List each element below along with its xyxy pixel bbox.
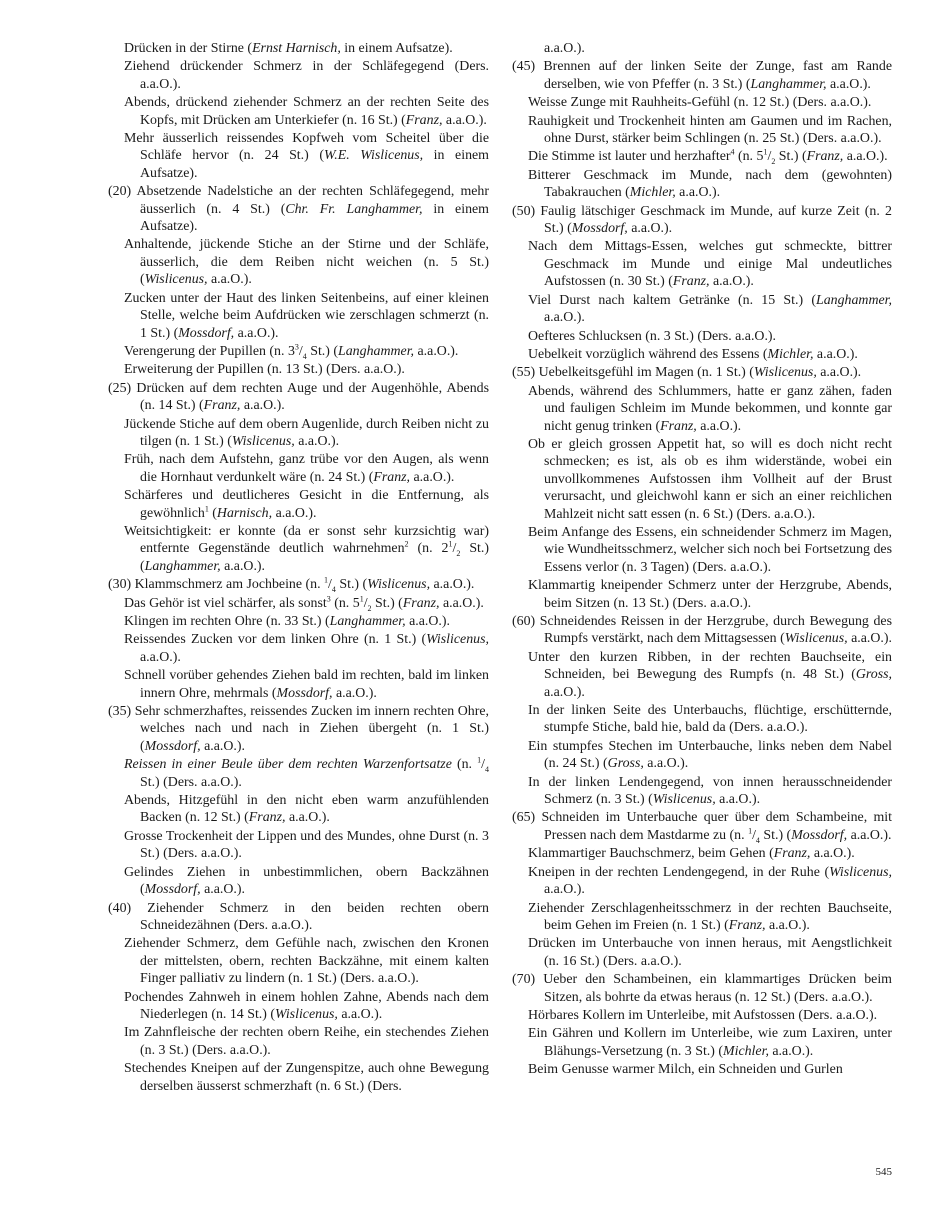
author-name: Franz,	[660, 418, 697, 434]
entry-text: (n. 2	[408, 541, 449, 557]
symptom-entry	[108, 523, 489, 575]
page-number: 545	[875, 1166, 892, 1178]
author-name: W.E. Wislicenus,	[323, 148, 424, 164]
symptom-entry	[108, 487, 489, 522]
symptom-entry	[108, 1060, 489, 1095]
symptom-entry	[512, 436, 892, 523]
author-name: Franz,	[402, 595, 440, 611]
entry-text: a.a.O.).	[285, 810, 330, 826]
symptom-entry	[512, 58, 892, 93]
entry-text: Beim Genusse warmer Milch, ein Schneiden und Gurlen	[528, 1062, 843, 1078]
symptom-entry	[108, 576, 489, 593]
author-name: Langhammer,	[815, 292, 892, 308]
entry-number: (40)	[108, 900, 132, 916]
entry-text: a.a.O.).	[337, 1006, 383, 1022]
author-name: Michler,	[723, 1043, 769, 1059]
author-name: Langhammer,	[338, 343, 415, 359]
entry-text: Anhaltende, jückende Stiche an der Stirne und der Schläfe, äusserlich, die dem Reiben nicht weichen (n. 5 St.) (	[124, 237, 489, 288]
entry-text: Uebelkeitsgefühl im Magen (n. 1 St.) (	[538, 365, 754, 381]
symptom-entry	[512, 383, 892, 435]
entry-number: (35)	[108, 704, 132, 720]
entry-text: Klammartig kneipender Schmerz unter der Herzgrube, Abends, beim Sitzen (n. 13 St.) (Ders. a.a.O.).	[528, 578, 892, 611]
entry-text: In der linken Lendengegend, von innen herausschneidender Schmerz (n. 3 St.) (	[528, 774, 892, 808]
entry-text: a.a.O.).	[200, 738, 245, 754]
author-name: Ernst Harnisch,	[252, 41, 341, 56]
entry-text: Drücken im Unterbauche von innen heraus, mit Aengstlichkeit (n. 16 St.) (Ders. a.a.O.).	[528, 936, 892, 969]
entry-text: Abends, drückend ziehender Schmerz an der rechten Seite des Kopfs, mit Drücken am Unterkiefer (n. 16 St.) (	[124, 95, 489, 128]
entry-text: Im Zahnfleische der rechten obern Reihe, ein stechendes Ziehen (n. 3 St.) (Ders. a.a.O.).	[124, 1025, 489, 1058]
entry-text: /	[767, 149, 772, 165]
entry-text: Die Stimme ist lauter und herzhafter	[528, 149, 731, 165]
fraction-or-footnote: 4	[331, 584, 336, 594]
author-name: Franz,	[248, 810, 286, 826]
entry-text: Weitsichtigkeit: er konnte (da er sonst sehr kurzsichtig war) entfernte Gegenstände deutlich wahrnehmen	[124, 523, 489, 557]
fraction-or-footnote: 1	[748, 826, 753, 836]
symptom-entry	[108, 756, 489, 791]
entry-text: Schnell vorüber gehendes Ziehen bald im rechten, bald im linken innern Ohre, mehrmals (	[124, 668, 489, 701]
entry-text: Brennen auf der linken Seite der Zunge, fast am Rande derselben, wie von Pfeffer (n. 3 St.) (	[543, 59, 892, 92]
entry-text: /	[752, 827, 756, 843]
symptom-entry	[108, 451, 489, 486]
entry-text: Erweiterung der Pupillen (n. 13 St.) (Ders. a.a.O.).	[124, 362, 405, 378]
symptom-entry	[512, 364, 892, 381]
entry-text: St.) (	[306, 343, 339, 359]
entry-text: Ziehender Schmerz in den beiden rechten obern Schneidezähnen (Ders. a.a.O.).	[140, 900, 489, 933]
entry-number: (60)	[512, 614, 536, 629]
author-name: Mossdorf,	[276, 685, 333, 701]
symptom-entry	[512, 40, 892, 57]
author-name: Franz,	[728, 917, 766, 933]
symptom-entry	[108, 40, 489, 57]
author-name: Mossdorf,	[571, 221, 628, 237]
entry-text: in einem Aufsatze).	[340, 41, 453, 56]
author-name: Gross,	[855, 667, 892, 683]
entry-text: /	[363, 595, 368, 611]
symptom-entry	[512, 524, 892, 576]
entry-text: Beim Anfange des Essens, ein schneidender Schmerz im Magen, wie Wundheitsschmerz, welcher sich noch bei Fortsetzung des Essens verlor (n. 3 Tagen) (Ders. a.a.O.).	[528, 524, 892, 575]
entry-text: Pochendes Zahnweh in einem hohlen Zahne, Abends nach dem Niederlegen (n. 14 St.) (	[124, 989, 489, 1022]
entry-text: /	[452, 541, 457, 557]
symptom-entry	[108, 183, 489, 235]
symptom-entry	[108, 1024, 489, 1059]
symptom-entry	[512, 809, 892, 844]
entry-text: Abends, Hitzgefühl in den nicht eben warm anzufühlenden Backen (n. 12 St.) (	[124, 793, 489, 826]
entry-text: /	[328, 577, 332, 593]
entry-text: Ueber den Schambeinen, ein klammartiges Drücken beim Sitzen, als bohrte da etwas heraus (n. 12 St.) (Ders. a.a.O.).	[543, 972, 892, 1005]
fraction-or-footnote: 3	[326, 593, 331, 603]
fraction-or-footnote: 1	[477, 755, 482, 765]
entry-text: Verengerung der Pupillen (n. 3	[124, 343, 295, 359]
author-name: Wislicenus,	[652, 792, 716, 808]
symptom-entry	[512, 774, 892, 809]
entry-text: St.) (	[759, 827, 792, 843]
entry-text: (	[208, 505, 217, 521]
entry-text: a.a.O.).	[627, 221, 673, 237]
symptom-entry	[512, 292, 892, 327]
symptom-entry	[512, 935, 892, 970]
entry-text: a.a.O.).	[843, 149, 888, 165]
entry-text: St.) (	[335, 577, 368, 593]
entry-text: a.a.O.).	[768, 1043, 814, 1059]
entry-text: /	[481, 757, 485, 773]
entry-text: Ziehender Schmerz, dem Gefühle nach, zwischen den Kronen der mittelsten, obern, rechten Backzähne, mit einem kalten Finger palliativ zu lindern (n. 1 St.) (Ders. a.a.O.).	[124, 936, 489, 987]
symptom-entry	[108, 703, 489, 755]
fraction-or-footnote: 1	[763, 147, 768, 157]
entry-text: Stechendes Kneipen auf der Zungenspitze, auch ohne Bewegung derselben äusserst schmerzhaft (n. 6 St.) (Ders.	[124, 1061, 489, 1094]
entry-text: /	[298, 343, 303, 359]
fraction-or-footnote: 1	[359, 593, 364, 603]
entry-text: Ein Gähren und Kollern im Unterleibe, wie zum Laxiren, unter Blähungs-Versetzung (n. 3 St.) (	[528, 1026, 892, 1059]
left-column	[108, 40, 489, 1096]
entry-text: a.a.O.).	[810, 846, 855, 862]
entry-text: (n. 5	[330, 595, 360, 611]
entry-text: Klammartiger Bauchschmerz, beim Gehen (	[528, 846, 774, 862]
symptom-entry	[108, 130, 489, 182]
entry-text: Hörbares Kollern im Unterleibe, mit Aufstossen (Ders. a.a.O.).	[528, 1007, 878, 1023]
fraction-or-footnote: 2	[404, 539, 409, 549]
entry-text: In der linken Seite des Unterbauchs, flüchtige, erschütternde, stumpfe Stiche, bald hie, bald da (Ders. a.a.O.).	[528, 703, 892, 736]
symptom-entry	[108, 236, 489, 288]
entry-text: a.a.O.).	[332, 685, 377, 701]
symptom-entry	[512, 1061, 892, 1078]
symptom-entry	[108, 900, 489, 935]
author-name: Wislicenus,	[829, 864, 892, 880]
symptom-entry	[108, 343, 489, 360]
entry-text: Kneipen in der rechten Lendengegend, in der Ruhe (	[528, 864, 830, 880]
symptom-entry	[512, 203, 892, 238]
entry-text: a.a.O.).	[442, 112, 487, 128]
entry-text: a.a.O.).	[439, 595, 484, 611]
author-name: Mossdorf,	[791, 827, 848, 843]
entry-number: (20)	[108, 184, 132, 200]
entry-text: a.a.O.).	[430, 577, 475, 593]
symptom-entry	[108, 58, 489, 93]
entry-text: Abends, während des Schlummers, hatte er ganz zähen, faden und fauligen Schleim im Munde bekommen, und konnte gar nicht genug trinken (	[528, 383, 892, 434]
symptom-entry	[512, 900, 892, 935]
entry-text: a.a.O.).	[220, 558, 266, 574]
symptom-entry	[108, 935, 489, 987]
symptom-entry	[512, 328, 892, 345]
symptom-entry	[512, 738, 892, 773]
entry-text: a.a.O.).	[544, 882, 585, 898]
author-name: Wislicenus,	[275, 1006, 338, 1022]
entry-text: St.) (Ders. a.a.O.).	[140, 774, 242, 790]
entry-text: St.) (	[140, 541, 490, 574]
fraction-or-footnote: 1	[204, 503, 209, 513]
symptom-entry	[512, 238, 892, 290]
entry-text: Früh, nach dem Aufstehn, ganz trübe vor den Augen, als wenn die Hornhaut verdunkelt wäre (n. 24 St.) (	[124, 452, 489, 485]
entry-number: (55)	[512, 365, 536, 381]
author-name: Franz,	[773, 846, 811, 862]
entry-text: Schärferes und deutlicheres Gesicht in die Entfernung, als gewöhnlich	[124, 488, 489, 521]
entry-text: Zucken unter der Haut des linken Seitenbeins, auf einer kleinen Stelle, welche beim Aufdrücken wie zerschlagen schmerzt (n. 1 St.) (	[124, 290, 489, 341]
symptom-entry	[108, 631, 489, 666]
symptom-entry	[512, 613, 892, 648]
entry-text: Mehr äusserlich reissendes Kopfweh vom Scheitel über die Schläfe hervor (n. 24 St.) (	[124, 131, 489, 164]
entry-text: a.a.O.).	[847, 631, 892, 647]
fraction-or-footnote: 4	[755, 835, 760, 845]
entry-text: a.a.O.).	[544, 684, 585, 700]
entry-text: a.a.O.).	[414, 343, 459, 359]
entry-text: Drücken in der Stirne (	[124, 41, 253, 56]
symptom-entry	[512, 113, 892, 148]
author-name: Franz,	[806, 149, 844, 165]
symptom-entry	[512, 94, 892, 111]
entry-text: a.a.O.).	[544, 41, 585, 56]
entry-number: (30)	[108, 577, 132, 593]
entry-text: a.a.O.).	[294, 433, 340, 449]
fraction-or-footnote: 1	[448, 539, 453, 549]
entry-text: Klingen im rechten Ohre (n. 33 St.) (	[124, 614, 330, 629]
entry-text: Rauhigkeit und Trockenheit hinten am Gaumen und im Rachen, ohne Durst, stärker beim Schlingen (n. 25 St.) (Ders. a.a.O.).	[528, 113, 892, 147]
symptom-entry	[512, 346, 892, 363]
entry-text: Ziehend drückender Schmerz in der Schläfegegend (Ders. a.a.O.).	[124, 59, 489, 92]
entry-text: (n.	[451, 757, 478, 773]
symptom-entry	[512, 167, 892, 202]
entry-number: (45)	[512, 59, 536, 75]
entry-text: Sehr schmerzhaftes, reissendes Zucken im innern rechten Ohre, welches nach und nach in Ziehen übergeht (n. 1 St.) (	[134, 704, 489, 754]
symptom-entry	[108, 613, 489, 630]
author-name: Wislicenus,	[784, 631, 848, 647]
author-name: Wislicenus,	[231, 433, 295, 449]
author-name: Michler,	[767, 346, 814, 362]
author-name: Langhammer,	[750, 76, 827, 92]
author-name: Chr. Fr. Langhammer,	[285, 201, 423, 217]
entry-text: in einem Aufsatze).	[140, 201, 489, 235]
entry-text: Schneidendes Reissen in der Herzgrube, durch Bewegung des Rumpfs verstärkt, nach dem Mittagsessen (	[539, 614, 892, 647]
author-name: Harnisch,	[216, 505, 273, 521]
author-name: Wislicenus,	[753, 365, 817, 381]
symptom-entry	[108, 792, 489, 827]
author-name: Mossdorf,	[178, 325, 235, 341]
author-name: Langhammer,	[144, 558, 221, 574]
entry-text: a.a.O.).	[207, 272, 252, 288]
entry-text: Nach dem Mittags-Essen, welches gut schmeckte, bittrer Geschmack im Munde und einige Mal undeutliches Aufstossen (n. 30 St.) (	[528, 239, 892, 290]
entry-text: a.a.O.).	[696, 418, 742, 434]
entry-number: (25)	[108, 380, 132, 396]
entry-text: Drücken auf dem rechten Auge und der Augenhöhle, Abends (n. 14 St.) (	[136, 380, 489, 414]
symptom-entry	[512, 702, 892, 737]
entry-text: Weisse Zunge mit Rauhheits-Gefühl (n. 12 St.) (Ders. a.a.O.).	[528, 95, 872, 111]
author-name: Franz,	[203, 398, 241, 414]
right-column	[512, 40, 892, 1080]
entry-text: Gelindes Ziehen in unbestimmlichen, obern Backzähnen (	[124, 864, 489, 898]
author-name: Franz,	[405, 112, 443, 128]
entry-text: Jückende Stiche auf dem obern Augenlide, durch Reiben nicht zu tilgen (n. 1 St.) (	[124, 416, 489, 449]
entry-text: a.a.O.).	[200, 882, 245, 898]
entry-text: Ob er gleich grossen Appetit hat, so will es doch nicht recht schmecken; es ist, als ob es ihm widerstände, wobei ein unvollkommenes Aufstossen ihm Vollheit auf der Brust verursacht, und gleichwohl kann er sich an einer reichlichen Mahlzeit nicht satt essen (n. 6 St.) (Ders. a.a.O.).	[528, 436, 892, 522]
entry-text: Absetzende Nadelstiche an der rechten Schläfegegend, mehr äusserlich (n. 4 St.) (	[136, 184, 489, 217]
author-name: Wislicenus,	[426, 632, 489, 648]
symptom-entry	[108, 416, 489, 451]
entry-text: a.a.O.).	[847, 827, 892, 843]
symptom-entry	[512, 845, 892, 862]
entry-text: Ein stumpfes Stechen im Unterbauche, links neben dem Nabel (n. 24 St.) (	[528, 738, 892, 772]
symptom-entry	[108, 828, 489, 863]
entry-text: St.) (	[371, 595, 403, 611]
fraction-or-footnote: 4	[730, 147, 735, 157]
fraction-or-footnote: 4	[302, 351, 307, 361]
entry-text: a.a.O.).	[816, 365, 862, 381]
entry-text: Reissendes Zucken vor dem linken Ohre (n. 1 St.) (	[124, 632, 427, 648]
entry-text: Ziehender Zerschlagenheitsschmerz in der rechten Bauchseite, beim Gehen im Freien (n. 1 St.) (	[528, 900, 892, 933]
symptom-entry	[108, 667, 489, 702]
entry-text: a.a.O.).	[643, 756, 689, 772]
entry-text: a.a.O.).	[813, 346, 858, 362]
entry-text: Schneiden im Unterbauche quer über dem Schambeine, mit Pressen nach dem Mastdarme zu (n.	[541, 810, 892, 843]
symptom-entry	[512, 1025, 892, 1060]
entry-text: a.a.O.).	[405, 614, 450, 629]
entry-number: (50)	[512, 203, 536, 219]
fraction-or-footnote: 3	[294, 342, 299, 352]
symptom-entry	[108, 380, 489, 415]
author-name: Michler,	[629, 185, 676, 201]
symptom-entry	[108, 290, 489, 342]
entry-text: a.a.O.).	[675, 185, 721, 201]
fraction-or-footnote: 4	[484, 765, 489, 775]
symptom-entry	[108, 864, 489, 899]
entry-text: a.a.O.).	[544, 310, 585, 326]
entry-text: a.a.O.).	[715, 792, 761, 808]
symptom-entry	[512, 649, 892, 701]
entry-text: a.a.O.).	[826, 76, 871, 92]
symptom-entry	[512, 577, 892, 612]
entry-text: Klammschmerz am Jochbeine (n.	[134, 577, 325, 593]
entry-text: a.a.O.).	[410, 469, 455, 485]
author-name: Franz,	[672, 274, 710, 290]
entry-number: (65)	[512, 810, 536, 826]
entry-text: a.a.O.).	[240, 398, 285, 414]
symptom-entry	[512, 148, 892, 165]
author-name: Franz,	[373, 469, 411, 485]
symptom-entry	[108, 361, 489, 378]
author-name: Wislicenus,	[367, 577, 431, 593]
symptom-entry	[512, 971, 892, 1006]
fraction-or-footnote: 2	[367, 603, 372, 613]
symptom-entry	[108, 94, 489, 129]
symptom-entry	[108, 989, 489, 1024]
entry-text: Unter den kurzen Ribben, in der rechten Bauchseite, ein Schneiden, bei Bewegung des Rumpfs (n. 48 St.) (	[528, 649, 892, 683]
author-name: Mossdorf,	[144, 882, 201, 898]
fraction-or-footnote: 2	[456, 549, 461, 559]
entry-text: Viel Durst nach kaltem Getränke (n. 15 St.) (	[528, 292, 816, 308]
entry-number: (70)	[512, 972, 536, 988]
entry-text: Das Gehör ist viel schärfer, als sonst	[124, 595, 327, 611]
fraction-or-footnote: 1	[324, 575, 329, 585]
author-name: Reissen in einer Beule über dem rechten Warzenfortsatze	[124, 757, 452, 773]
entry-text: Grosse Trockenheit der Lippen und des Mundes, ohne Durst (n. 3 St.) (Ders. a.a.O.).	[124, 828, 489, 862]
entry-text: Uebelkeit vorzüglich während des Essens (	[528, 346, 768, 362]
symptom-entry	[512, 864, 892, 899]
entry-text: a.a.O.).	[140, 649, 181, 665]
entry-text: Oefteres Schlucksen (n. 3 St.) (Ders. a.a.O.).	[528, 328, 777, 344]
author-name: Gross,	[607, 756, 644, 772]
entry-text: in einem Aufsatze).	[140, 148, 489, 181]
entry-text: Faulig lätschiger Geschmack im Munde, auf kurze Zeit (n. 2 St.) (	[540, 203, 892, 237]
author-name: Wislicenus,	[144, 272, 208, 288]
fraction-or-footnote: 2	[771, 157, 776, 167]
author-name: Mossdorf,	[144, 738, 201, 754]
entry-text: a.a.O.).	[765, 917, 810, 933]
symptom-entry	[512, 1007, 892, 1024]
entry-text: a.a.O.).	[709, 274, 754, 290]
entry-text: a.a.O.).	[234, 325, 279, 341]
entry-text: Bitterer Geschmack im Munde, nach dem (gewohnten) Tabakrauchen (	[528, 167, 892, 201]
author-name: Langhammer,	[329, 614, 406, 629]
entry-text: a.a.O.).	[272, 505, 317, 521]
entry-text: St.) (	[775, 149, 807, 165]
symptom-entry	[108, 595, 489, 612]
entry-text: (n. 5	[734, 149, 764, 165]
